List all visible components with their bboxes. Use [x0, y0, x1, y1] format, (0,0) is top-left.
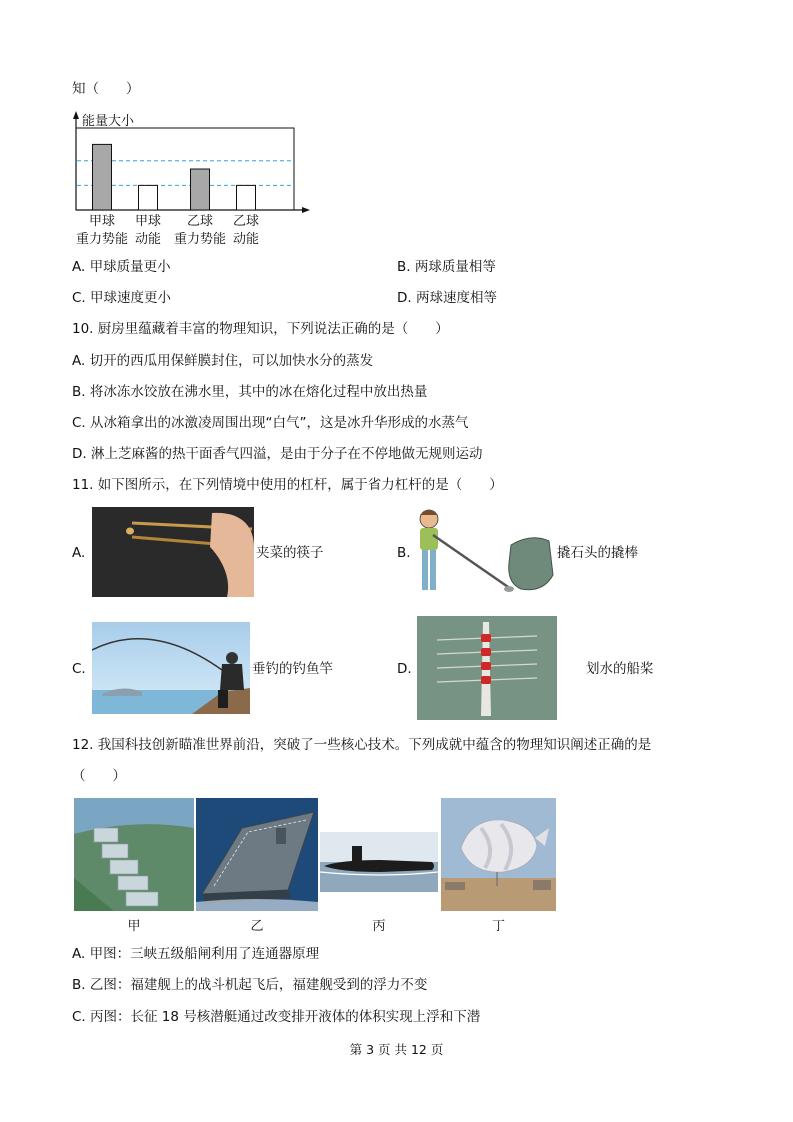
figure-caption-yi: 乙 — [250, 919, 264, 934]
tick-label-2-1: 重力势能 — [173, 232, 227, 247]
q11-option-a-caption: 夹菜的筷子 — [256, 545, 324, 561]
q12-option-b[interactable]: B. 乙图：福建舰上的战斗机起飞后，福建舰受到的浮力不变 — [72, 977, 428, 993]
rowing-photo — [417, 616, 557, 720]
chopsticks-photo — [92, 507, 254, 597]
question-10-stem: 10. 厨房里蕴藏着丰富的物理知识，下列说法正确的是（ ） — [72, 321, 449, 337]
q11-option-b-letter[interactable]: B. — [397, 545, 411, 561]
crowbar-illustration — [413, 505, 555, 597]
q10-option-a[interactable]: A. 切开的西瓜用保鲜膜封住，可以加快水分的蒸发 — [72, 353, 374, 369]
bar-1 — [139, 185, 158, 210]
tick-label-0-0: 甲球 — [88, 214, 116, 229]
tick-label-3-1: 动能 — [232, 232, 260, 247]
q10-option-b[interactable]: B. 将冰冻水饺放在沸水里，其中的冰在熔化过程中放出热量 — [72, 384, 428, 400]
question-9-tail: 知（ ） — [72, 81, 140, 97]
tick-label-0-1: 重力势能 — [75, 232, 129, 247]
floating-wind-turbine-photo — [441, 798, 556, 911]
bar-3 — [237, 185, 256, 210]
y-axis-label: 能量大小 — [82, 114, 135, 129]
q11-option-b-caption: 撬石头的撬棒 — [557, 545, 638, 561]
tick-label-2-0: 乙球 — [186, 214, 214, 229]
figure-caption-ding: 丁 — [491, 919, 505, 934]
q10-option-c[interactable]: C. 从冰箱拿出的冰激凌周围出现“白气”，这是冰升华形成的水蒸气 — [72, 415, 469, 431]
q12-option-c[interactable]: C. 丙图：长征 18 号核潜艇通过改变排开液体的体积实现上浮和下潜 — [72, 1009, 481, 1025]
q11-option-d-letter[interactable]: D. — [397, 661, 412, 677]
q9-option-a[interactable]: A. 甲球质量更小 — [72, 259, 171, 275]
bar-2 — [191, 169, 210, 210]
question-11-stem: 11. 如下图所示，在下列情境中使用的杠杆，属于省力杠杆的是（ ） — [72, 477, 503, 493]
nuclear-submarine-photo — [320, 832, 438, 892]
question-12-stem-bracket: （ ） — [72, 768, 126, 784]
question-12-stem: 12. 我国科技创新瞄准世界前沿，突破了一些核心技术。下列成就中蕴含的物理知识阐述正确的是 — [72, 737, 652, 753]
tick-label-1-1: 动能 — [134, 232, 162, 247]
q10-option-d[interactable]: D. 淋上芝麻酱的热干面香气四溢，是由于分子在不停地做无规则运动 — [72, 446, 483, 462]
q9-option-b[interactable]: B. 两球质量相等 — [397, 259, 496, 275]
q11-option-a-letter[interactable]: A. — [72, 545, 86, 561]
fishing-photo — [92, 622, 250, 714]
q11-option-d-caption: 划水的船桨 — [586, 661, 654, 677]
figure-caption-jia: 甲 — [127, 919, 141, 934]
tick-label-1-0: 甲球 — [134, 214, 162, 229]
q11-option-c-caption: 垂钓的钓鱼竿 — [252, 661, 333, 677]
q12-option-a[interactable]: A. 甲图：三峡五级船闸利用了连通器原理 — [72, 946, 320, 962]
figure-caption-bing: 丙 — [372, 919, 386, 934]
fujian-carrier-photo — [196, 798, 318, 911]
energy-bar-chart — [60, 108, 320, 250]
page-footer: 第 3 页 共 12 页 — [349, 1042, 444, 1057]
bar-0 — [93, 144, 112, 210]
q9-option-c[interactable]: C. 甲球速度更小 — [72, 290, 172, 306]
tick-label-3-0: 乙球 — [232, 214, 260, 229]
q9-option-d[interactable]: D. 两球速度相等 — [397, 290, 497, 306]
three-gorges-locks-photo — [74, 798, 194, 911]
q11-option-c-letter[interactable]: C. — [72, 661, 86, 677]
